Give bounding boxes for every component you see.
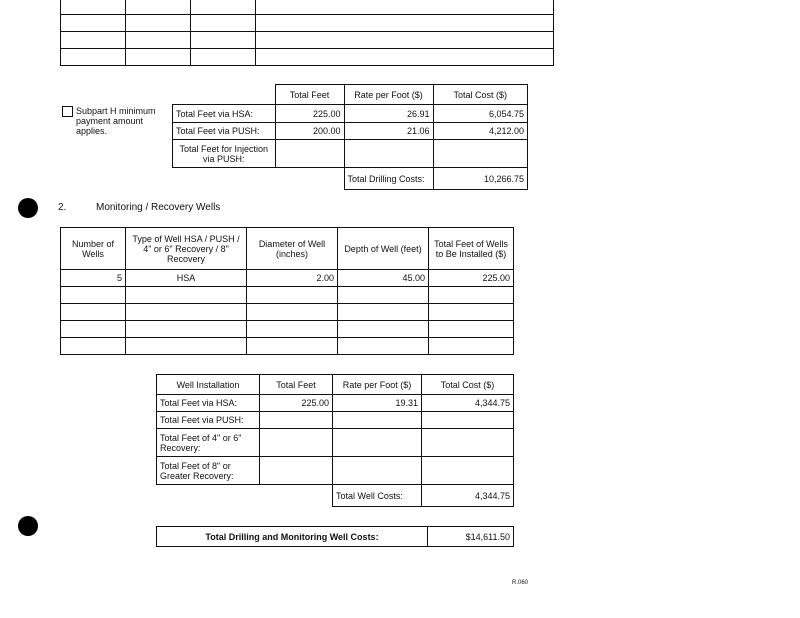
table-row: Total Feet of 8" or Greater Recovery: (157, 457, 514, 485)
table-row: Total Feet via HSA: 225.00 26.91 6,054.75 (173, 105, 528, 123)
subpart-h-label: Subpart H minimum payment amount applies. (76, 106, 156, 136)
section-title: Monitoring / Recovery Wells (96, 202, 221, 213)
total-drilling-value: 10,266.75 (433, 168, 528, 190)
grand-total-table (156, 526, 514, 547)
total-drilling-label: Total Drilling Costs: (344, 168, 433, 190)
header-rate: Rate per Foot ($) (344, 85, 433, 105)
table-row: Total Feet via PUSH: (157, 412, 514, 429)
bullet-marker (18, 516, 38, 536)
wells-table: Number of Wells Type of Well HSA / PUSH / 4" or 6" Recovery / 8" Recovery Diameter of Well (inches) Depth of Well (feet) Total Feet of Wells to Be Installed ($) 5 HSA 2.00 45.00 225.00 (60, 227, 514, 355)
total-well-value: 4,344.75 (422, 485, 514, 507)
drilling-cost-table (172, 84, 528, 190)
grand-total-value: $14,611.50 (428, 527, 514, 547)
header-total-feet: Total Feet (275, 85, 344, 105)
section-number: 2. (58, 202, 67, 213)
bullet-marker (18, 198, 38, 218)
top-partial-table (60, 0, 554, 66)
grand-total-label: Total Drilling and Monitoring Well Costs: (157, 527, 428, 547)
header-total-cost: Total Cost ($) (433, 85, 528, 105)
table-row: Total Feet for Injection via PUSH: (173, 140, 528, 168)
well-install-table: Well Installation Total Feet Rate per Foot ($) Total Cost ($) Total Feet via HSA: 225.00 19.31 4,344.75 Total Feet via PUSH: Total Feet of 4" or 6" Recovery: Total Feet of 8" or Greater Recovery: Total Well Costs: 4,344.75 (156, 374, 514, 507)
footer-code: R.060 (512, 580, 529, 586)
table-row: Total Feet of 4" or 6" Recovery: (157, 429, 514, 457)
table-row: Total Feet via PUSH: 200.00 21.06 4,212.00 (173, 123, 528, 140)
table-row: Total Feet via HSA: 225.00 19.31 4,344.75 (157, 395, 514, 412)
subpart-h-checkbox[interactable] (62, 106, 73, 117)
total-well-label: Total Well Costs: (333, 485, 422, 507)
table-row: 5 HSA 2.00 45.00 225.00 (61, 270, 514, 287)
